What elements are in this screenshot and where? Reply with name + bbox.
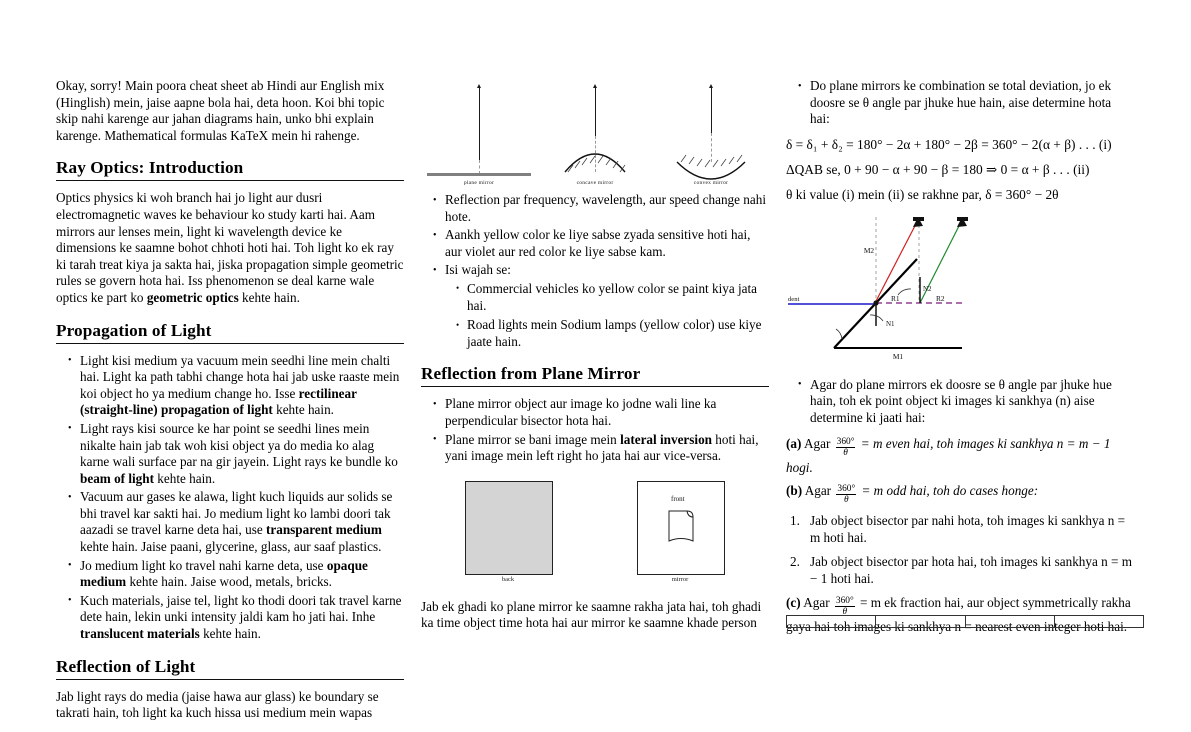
term-bold: translucent materials <box>80 626 200 642</box>
term-bold: opaque medium <box>80 557 368 590</box>
two-mirror-ray-diagram <box>786 211 1134 371</box>
front-label: front <box>671 494 685 503</box>
mirror-types-figure <box>421 78 769 186</box>
list-item <box>70 421 404 487</box>
text-part: kehte hain. <box>199 626 261 642</box>
fraction-numerator: 360° <box>835 596 854 607</box>
case-a <box>786 435 1134 476</box>
text-part: Optics physics ki woh branch hai jo light aur dusri electromagnetic waves ke behaviour ko study karti hai. Aam mirrors aur lenses mein, light ki wavelength device ke dimensions ke saamne bohot chhoti hoti hai. Toh light ko ek ray ki tarah treat kiya ja sakta hai, jiska propagation simple geometric rules se govern hota hai. Iss phenomenon se deal karne wale optics ke part ko <box>56 190 404 305</box>
list-item-label: Isi wajah se: <box>445 262 511 278</box>
label-n1: N1 <box>886 319 895 328</box>
convex-mirror-curve-icon <box>653 78 769 186</box>
text-part: kehte hain. <box>154 470 216 486</box>
figure-convex-mirror <box>653 78 769 186</box>
term-bold: lateral inversion <box>620 431 712 447</box>
label-m2: M2 <box>863 245 875 255</box>
fraction-denominator: θ <box>843 447 848 458</box>
list-item: • Commercial vehicles ko yellow color se paint kiya jata hai. <box>457 281 769 314</box>
case-b <box>786 482 1134 506</box>
right-column <box>786 78 1134 635</box>
fraction-numerator: 360° <box>836 436 855 447</box>
heading-rule <box>56 180 404 181</box>
fraction-denominator: θ <box>842 607 848 618</box>
data-table <box>786 615 1144 628</box>
left-column <box>56 78 404 732</box>
concave-mirror-curve-icon <box>537 78 653 186</box>
term-geometric-optics: geometric optics <box>146 289 239 305</box>
fraction-denominator: θ <box>843 495 849 506</box>
list-item <box>435 432 769 465</box>
text-part: kehte hain. <box>238 289 300 305</box>
list-item <box>435 262 769 350</box>
text-part: Agar <box>803 595 833 611</box>
fraction-360-theta <box>836 437 856 459</box>
plane-mirror-surface-icon <box>427 173 531 176</box>
heading-ray-optics-introduction: Ray Optics: Introduction <box>56 158 244 178</box>
sub-list <box>445 281 769 350</box>
text-part: kehte hain. Jaise paani, glycerine, glass, aur saaf plastics. <box>80 539 382 555</box>
figure-plane-mirror <box>421 78 537 186</box>
heading-reflection-of-light: Reflection of Light <box>56 656 196 676</box>
text-part: Jo medium light ko travel nahi karne deta, use <box>80 557 327 573</box>
text-part: hoti hai, yani image mein left right ho jata hai aur vice-versa. <box>445 431 759 464</box>
middle-column <box>421 78 769 642</box>
list-item <box>790 512 1134 546</box>
text-part: Kuch materials, jaise tel, light ko thodi doori tak travel karne dete hain, lekin unki intensity jaldi kam ho jati hai. Inhe <box>80 592 402 625</box>
figure-caption: convex mirror <box>693 180 729 186</box>
images-count-intro-list <box>786 377 1134 427</box>
formula-triangle-qab: ΔQAB se, 0 + 90 − α + 90 − β = 180 ⇒ 0 = α + β . . . (ii) <box>786 161 1090 177</box>
axis-dash-icon <box>479 160 480 174</box>
deviation-intro-list <box>786 78 1134 128</box>
reflection-facts-list <box>421 192 769 350</box>
list-item: • Agar do plane mirrors ek doosre se θ angle par jhuke hue hain, toh ek point object ki images ki sankhya (n) aise determine ki jaati hai: <box>800 377 1134 427</box>
image-count-cases <box>786 435 1134 507</box>
closing-paragraph: Jab ek ghadi ko plane mirror ke saamne rakha jata hai, toh ghadi ka time object time hota hai aur mirror ke saamne khade person <box>421 598 762 631</box>
intro-paragraph: Okay, sorry! Main poora cheat sheet ab Hindi aur English mix (Hinglish) mein, jaise aapne bola hai, deta hoon. Koi bhi topic skip nahi karenge aur jahan diagrams hain, unko bhi explain karenge. Mathematical formulas KaTeX mein hi rahenge. <box>56 78 385 143</box>
case-label: (a) <box>786 435 802 451</box>
figure-caption: concave mirror <box>576 180 614 186</box>
list-item: • Reflection par frequency, wavelength, aur speed change nahi hote. <box>435 192 769 225</box>
plane-mirror-bullet-list <box>421 396 769 464</box>
figure-concave-mirror <box>537 78 653 186</box>
label-r2: R2 <box>936 293 945 303</box>
term-bold: transparent medium <box>266 522 382 538</box>
figure-caption: plane mirror <box>463 180 495 186</box>
list-item <box>435 396 769 429</box>
text-part: Agar <box>803 435 834 451</box>
list-item <box>70 558 404 591</box>
label-r1: R1 <box>891 293 900 303</box>
list-item: • Road lights mein Sodium lamps (yellow color) use kiye jaate hain. <box>457 317 769 350</box>
lateral-inversion-figure <box>421 481 769 593</box>
text-part: Light rays kisi source ke har point se seedhi lines mein nikalte hain jab tak woh kisi object ya do media ko alag karne wali surface par na gir jayein. Light rays ke bundle ko <box>80 420 398 470</box>
item-number: 2. <box>790 554 800 570</box>
label-n2: N2 <box>923 284 932 293</box>
text-part: = m ek fraction hai, aur object symmetrically rakha gaya hai toh images ki sankhya n = nearest even integer hoti hai. <box>786 595 1131 635</box>
text-part: kehte hain. Jaise wood, metals, bricks. <box>126 574 332 590</box>
term-bold: rectilinear (straight-line) propagation of light <box>80 385 357 418</box>
label-dent: dent <box>788 295 800 303</box>
term-bold: beam of light <box>80 470 154 486</box>
list-item: • Do plane mirrors ke combination se total deviation, jo ek doosre se θ angle par jhuke hue hain, aise determine hota hai: <box>800 78 1134 128</box>
fraction-numerator: 360° <box>837 484 856 495</box>
case-label: (b) <box>786 482 803 498</box>
case-label: (c) <box>786 595 801 611</box>
list-item <box>70 593 404 643</box>
label-m1: M1 <box>892 351 904 361</box>
propagation-bullet-list <box>56 353 404 643</box>
heading-propagation-of-light: Propagation of Light <box>56 320 212 340</box>
text-part: Plane mirror se bani image mein <box>445 431 621 447</box>
table-stub <box>786 615 1144 626</box>
list-item <box>70 353 404 419</box>
heading-rule <box>421 386 769 387</box>
ray-optics-paragraph <box>56 190 404 306</box>
heading-rule <box>56 679 404 680</box>
text-part: Agar <box>804 482 835 498</box>
text-part: Vacuum aur gases ke alawa, light kuch liquids aur solids se bhi travel kar sakti hai. Jo medium light ko lambi doori tak aazadi se travel karne deta hai, use <box>80 489 393 538</box>
figure-caption: back <box>501 575 515 583</box>
fraction-360-theta <box>836 484 856 506</box>
reflection-paragraph: Jab light rays do media (jaise hawa aur glass) ke boundary se takrati hain, toh light ka kuch hissa usi medium mein wapas <box>56 688 379 721</box>
formula-total-deviation: δ = δ₁ + δ₂ = 180° − 2α + 180° − 2β = 360° − 2(α + β) . . . (i) <box>786 136 1112 152</box>
ray-diagram-svg <box>786 211 1134 371</box>
text-part: = m even hai, toh images ki sankhya n = m − 1 hogi. <box>786 435 1111 475</box>
object-arrow-icon <box>479 88 480 160</box>
text-part: Plane mirror object aur image ko jodne wali line ka perpendicular bisector hota hai. <box>445 396 717 428</box>
text-part: = m odd hai, toh do cases honge: <box>858 482 1039 498</box>
item-text: Jab object bisector par hota hai, toh images ki sankhya n = m − 1 hoti hai. <box>810 554 1133 587</box>
back-view-box <box>465 481 553 575</box>
heading-rule <box>56 343 404 344</box>
text-part: Light kisi medium ya vacuum mein seedhi line mein chalti hai. Light ka path tabhi change hota hai jab uske raaste mein koi object ho ya medium change ho. Isse <box>80 352 400 401</box>
list-item <box>70 489 404 555</box>
heading-reflection-from-plane-mirror: Reflection from Plane Mirror <box>421 364 641 384</box>
item-text: Jab object bisector par nahi hota, toh images ki sankhya n = m hoti hai. <box>810 513 1126 546</box>
list-item <box>790 553 1134 587</box>
page-shape-icon <box>667 505 707 547</box>
figure-caption: mirror <box>671 575 689 583</box>
list-item: • Aankh yellow color ke liye sabse zyada sensitive hoti hai, aur violet aur red color ke liye sabse kam. <box>435 227 769 260</box>
item-number: 1. <box>790 513 800 529</box>
odd-subcase-list <box>786 512 1134 587</box>
text-part: kehte hain. <box>272 402 334 418</box>
formula-theta-substitution: θ ki value (i) mein (ii) se rakhne par, δ = 360° − 2θ <box>786 186 1059 202</box>
